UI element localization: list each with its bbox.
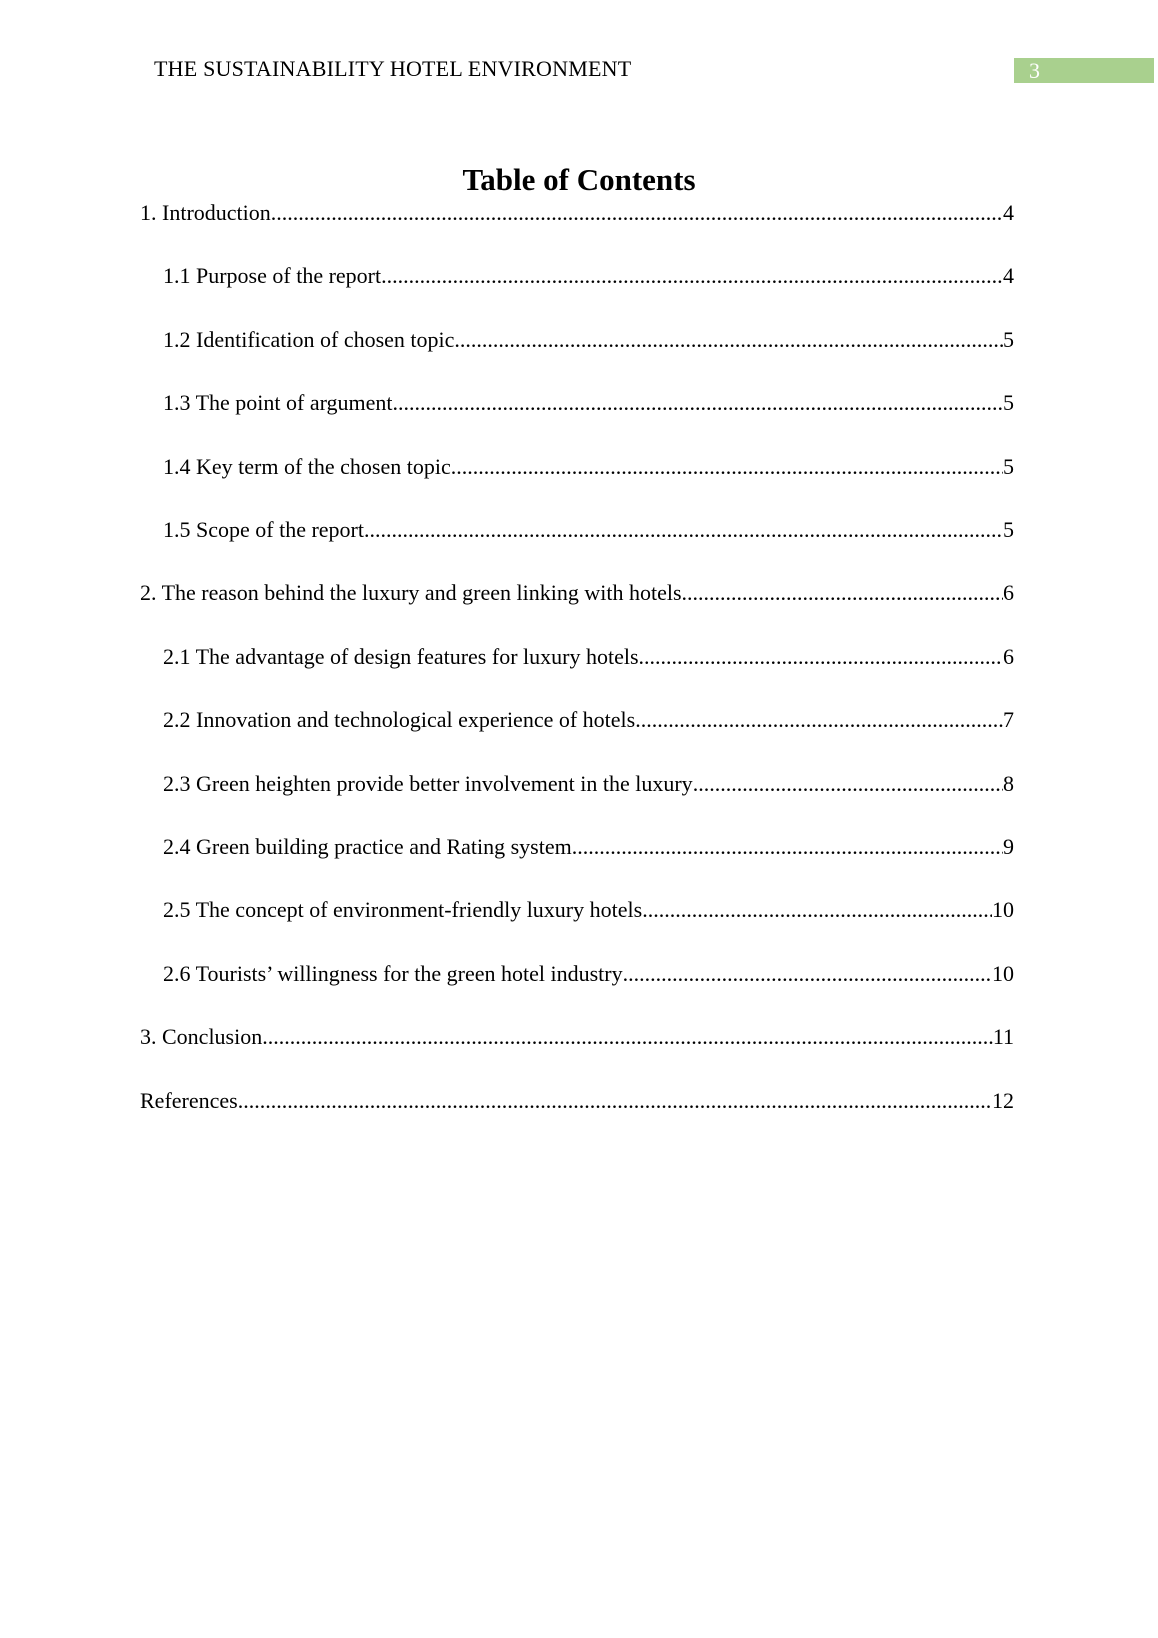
toc-entry[interactable] bbox=[163, 834, 1014, 864]
toc-entry-text: 1.2 Identification of chosen topic bbox=[163, 326, 455, 352]
toc-entry-page: 9 bbox=[1003, 834, 1014, 859]
toc-entry-text: 2.6 Tourists’ willingness for the green hotel industry bbox=[163, 960, 623, 986]
toc-entry-text: 2.5 The concept of environment-friendly luxury hotels bbox=[163, 897, 643, 923]
toc-dot-leader bbox=[635, 707, 1003, 733]
toc-dot-leader bbox=[572, 834, 1003, 860]
page-number: 3 bbox=[1029, 58, 1040, 83]
toc-entry-page: 6 bbox=[1003, 580, 1014, 606]
toc-dot-leader bbox=[682, 580, 1003, 606]
toc-entry[interactable] bbox=[140, 200, 1014, 230]
toc-dot-leader bbox=[364, 517, 1003, 543]
toc-entry-text: 2.4 Green building practice and Rating system bbox=[163, 834, 572, 859]
page-number-box bbox=[1014, 58, 1154, 83]
toc-entry-text: 1.4 Key term of the chosen topic bbox=[163, 453, 451, 479]
toc-dot-leader bbox=[451, 454, 1003, 480]
toc-entry[interactable] bbox=[163, 454, 1014, 484]
toc-entry-page: 10 bbox=[992, 960, 1014, 986]
toc-dot-leader bbox=[238, 1088, 992, 1114]
toc-entry-page: 10 bbox=[992, 897, 1014, 923]
toc-entry-page: 6 bbox=[1003, 643, 1014, 669]
toc-dot-leader bbox=[623, 961, 992, 987]
toc-entry[interactable] bbox=[163, 517, 1014, 547]
toc-entry-page: 8 bbox=[1003, 770, 1014, 796]
toc-entry[interactable] bbox=[140, 580, 1014, 610]
toc-entry[interactable] bbox=[163, 897, 1014, 927]
toc-entry-text: 2. The reason behind the luxury and green linking with hotels bbox=[140, 580, 682, 606]
toc-entry-page: 5 bbox=[1003, 390, 1014, 416]
toc-title: Table of Contents bbox=[462, 162, 696, 197]
toc-entry[interactable] bbox=[163, 961, 1014, 991]
toc-entry[interactable] bbox=[140, 1024, 1014, 1054]
toc-entry-page: 5 bbox=[1003, 517, 1014, 542]
toc-entry-text: 1. Introduction bbox=[140, 200, 271, 225]
toc-entry-text: 2.1 The advantage of design features for luxury hotels bbox=[163, 643, 639, 669]
toc-entry-page: 5 bbox=[1003, 453, 1014, 479]
toc-entry-page: 7 bbox=[1003, 707, 1014, 733]
toc-entry-page: 11 bbox=[992, 1024, 1014, 1050]
toc-entry[interactable] bbox=[163, 390, 1014, 420]
toc-dot-leader bbox=[271, 200, 1003, 226]
toc-entry-page: 12 bbox=[992, 1087, 1014, 1113]
toc-entry[interactable] bbox=[163, 707, 1014, 737]
toc-dot-leader bbox=[381, 263, 1003, 289]
toc-entry-text: References bbox=[140, 1087, 238, 1113]
toc-entry-text: 1.3 The point of argument bbox=[163, 390, 393, 416]
toc-dot-leader bbox=[262, 1024, 993, 1050]
toc-entry[interactable] bbox=[140, 1088, 1014, 1118]
toc-dot-leader bbox=[393, 390, 1003, 416]
toc-entry-page: 4 bbox=[1003, 263, 1014, 289]
toc-dot-leader bbox=[639, 644, 1003, 670]
toc-entry[interactable] bbox=[163, 327, 1014, 357]
toc-entry-text: 1.1 Purpose of the report bbox=[163, 263, 382, 289]
toc-entry-page: 5 bbox=[1003, 326, 1014, 352]
running-head: THE SUSTAINABILITY HOTEL ENVIRONMENT bbox=[154, 56, 632, 81]
toc-entry-text: 2.3 Green heighten provide better involvement in the luxury bbox=[163, 770, 693, 796]
toc-entry-text: 1.5 Scope of the report bbox=[163, 517, 364, 542]
toc-dot-leader bbox=[642, 897, 992, 923]
toc-entry-text: 2.2 Innovation and technological experience of hotels bbox=[163, 707, 636, 733]
toc-dot-leader bbox=[693, 771, 1003, 797]
toc-entry-text: 3. Conclusion bbox=[140, 1024, 263, 1050]
toc-entry[interactable] bbox=[163, 771, 1014, 801]
toc-entry[interactable] bbox=[163, 263, 1014, 293]
toc-entry[interactable] bbox=[163, 644, 1014, 674]
toc-dot-leader bbox=[454, 327, 1003, 353]
toc-entry-page: 4 bbox=[1003, 200, 1014, 225]
